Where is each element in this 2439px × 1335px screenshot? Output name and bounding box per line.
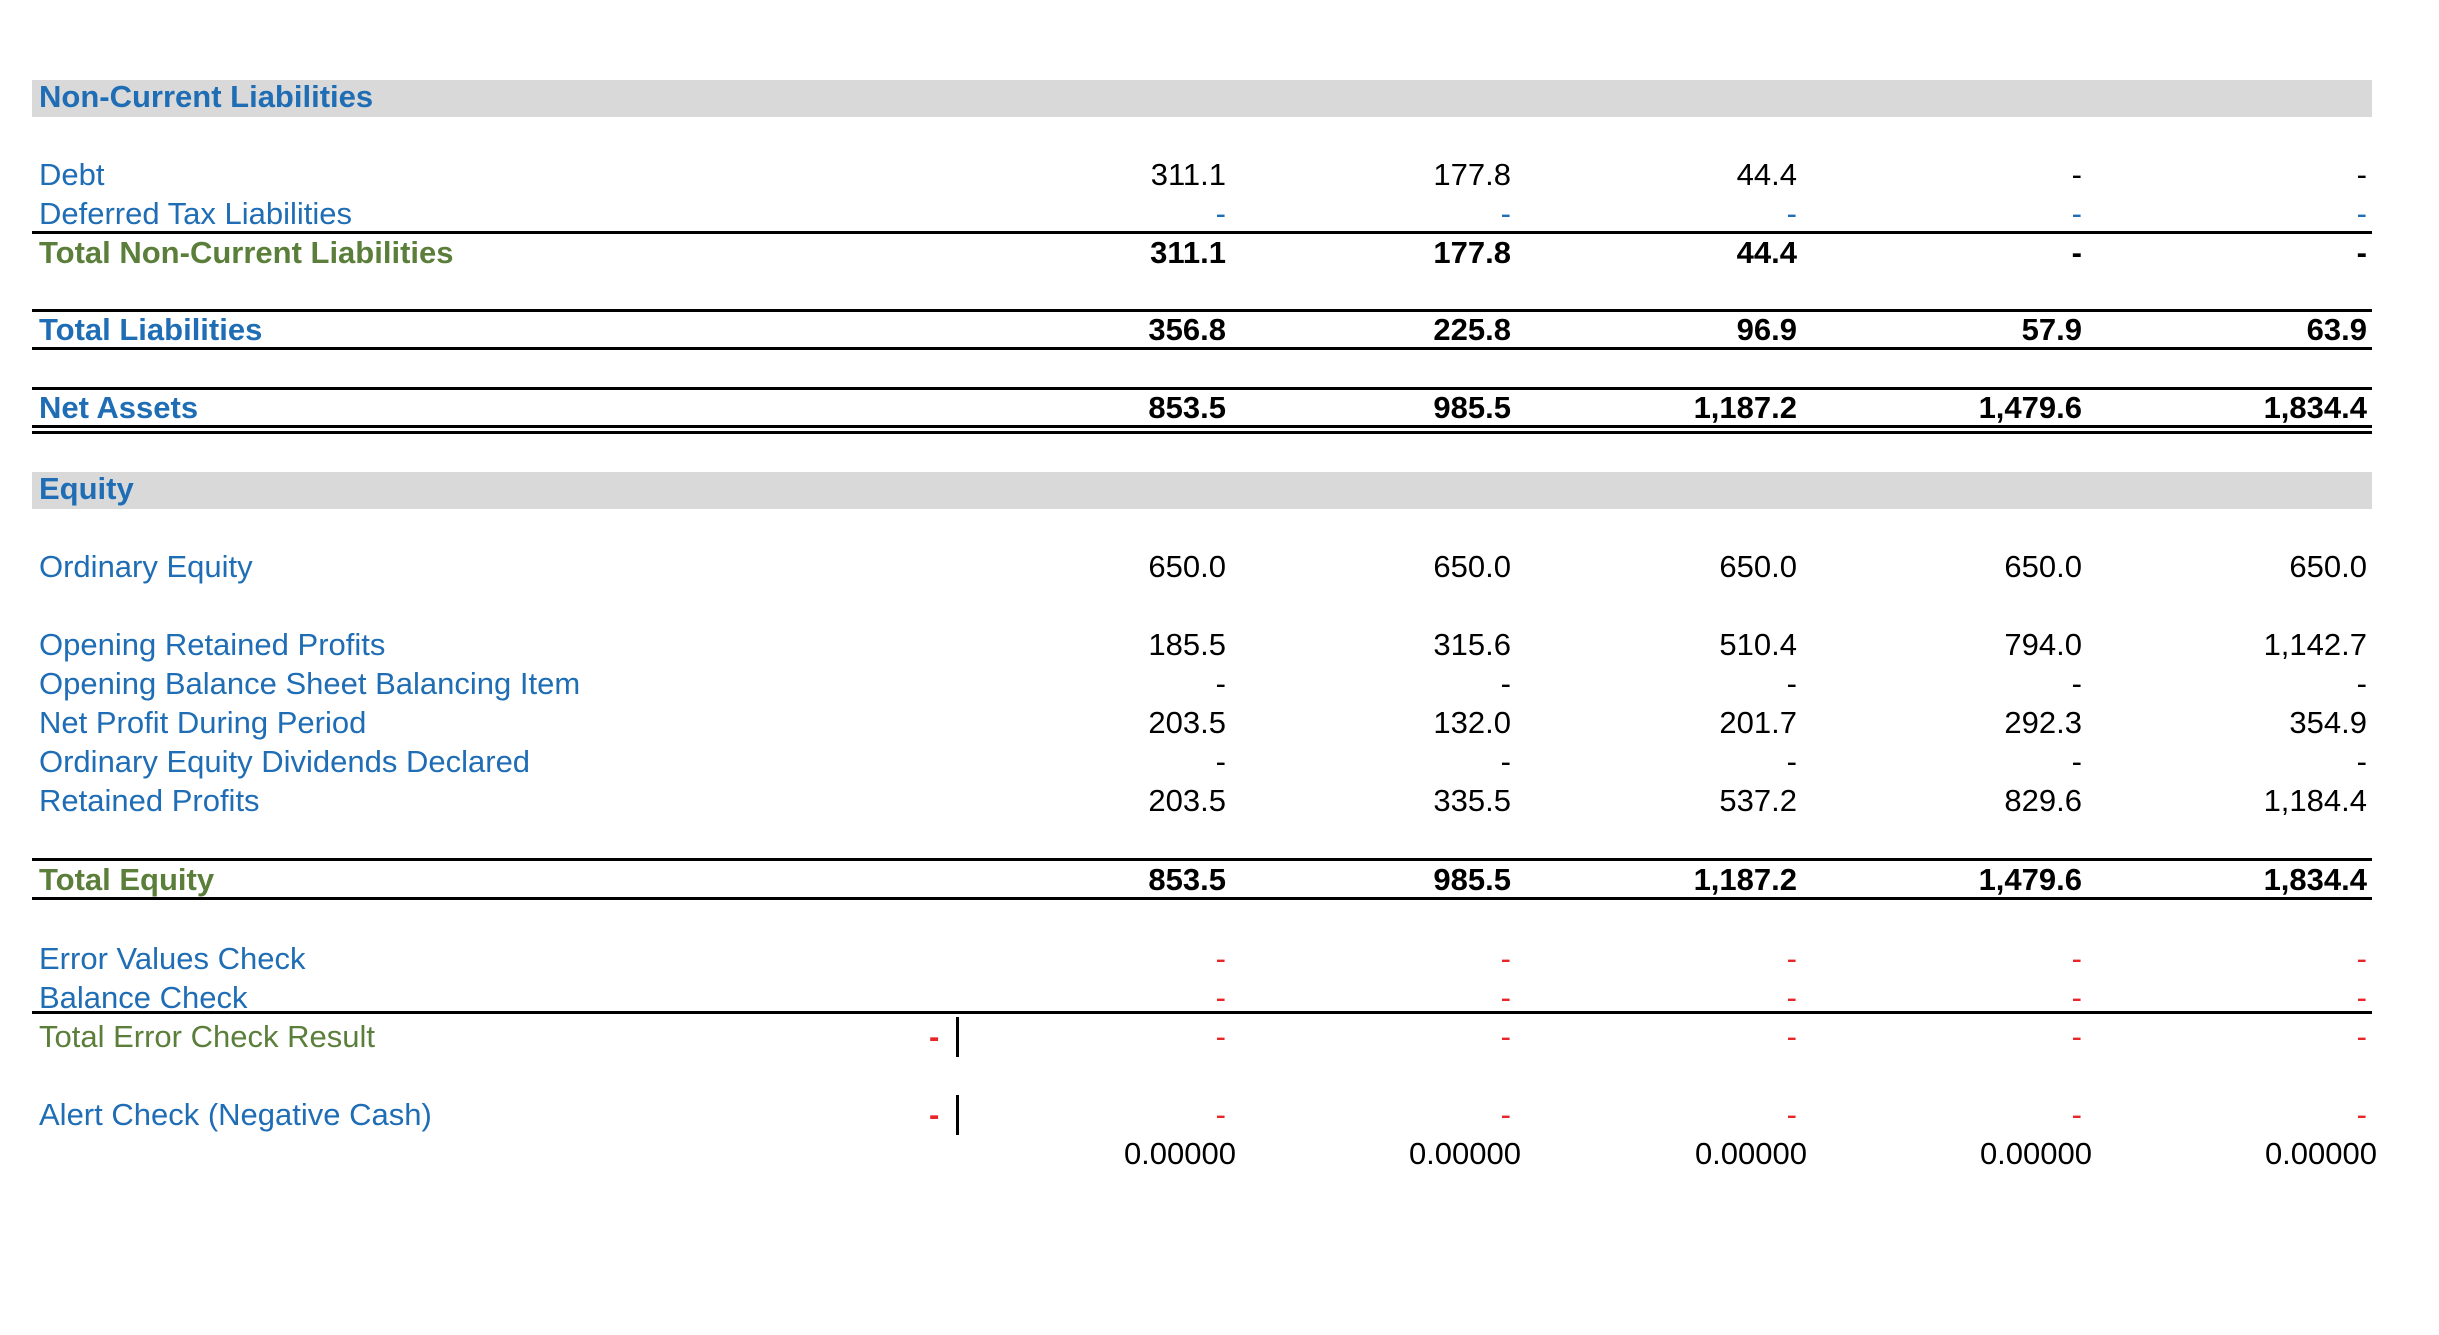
value-cell-col-1: - [1215,196,1226,231]
value-cell-col-1: 185.5 [1148,627,1226,662]
value-cell-col-5: - [2356,196,2367,231]
value-cell-col-4: 829.6 [2004,783,2082,818]
row-label: Total Liabilities [39,312,263,347]
value-cell-col-1: 203.5 [1148,783,1226,818]
row-deferred-tax-liabilities [0,195,2439,233]
value-cell-col-2: - [1500,196,1511,231]
value-cell-col-4: 794.0 [2004,627,2082,662]
row-label: Total Non-Current Liabilities [39,235,454,270]
value-cell-col-4: 650.0 [2004,549,2082,584]
value-cell-col-2: 177.8 [1433,235,1511,270]
row-net-assets [0,389,2439,427]
value-cell-col-2: 985.5 [1433,390,1511,425]
value-cell-col-2: 225.8 [1433,312,1511,347]
value-cell-col-1: - [1215,941,1226,976]
row-balance-check [0,979,2439,1017]
value-cell-col-4: - [2071,1097,2082,1132]
value-cell-col-2: - [1500,1097,1511,1132]
value-cell-col-1: - [1215,1019,1226,1054]
value-cell-col-5: - [2356,941,2367,976]
summary-cell-border [956,1017,959,1057]
value-cell-col-4: - [2071,1019,2082,1054]
value-cell-col-5: - [2356,1097,2367,1132]
value-cell-col-1: - [1215,744,1226,779]
value-cell-col-3: 537.2 [1719,783,1797,818]
value-cell-col-1: 0.00000 [1123,1136,1236,1171]
section-title: Non-Current Liabilities [39,79,374,114]
row-check-totals [0,1135,2439,1173]
value-cell-col-1: 356.8 [1148,312,1226,347]
row-label: Debt [39,157,105,192]
value-cell-col-4: - [2071,666,2082,701]
value-cell-col-4: - [2071,196,2082,231]
value-cell-col-2: - [1500,1019,1511,1054]
row-total-equity [0,861,2439,899]
value-cell-col-1: 311.1 [1150,235,1226,270]
value-cell-col-1: 311.1 [1150,157,1226,192]
value-cell-col-3: - [1786,666,1797,701]
value-cell-col-3: 650.0 [1719,549,1797,584]
value-cell-col-2: - [1500,666,1511,701]
row-label: Ordinary Equity [39,549,253,584]
value-cell-col-4: - [2071,235,2082,270]
row-label: Deferred Tax Liabilities [39,196,353,231]
value-cell-col-2: 177.8 [1433,157,1511,192]
value-cell-col-5: 1,184.4 [2263,783,2367,818]
section-title: Equity [39,471,134,506]
row-retained-profits [0,782,2439,820]
value-cell-col-5: 1,834.4 [2263,862,2367,897]
value-cell-col-3: - [1786,941,1797,976]
value-cell-col-1: 203.5 [1148,705,1226,740]
row-ordinary-equity-dividends-declared [0,743,2439,781]
row-label: Net Assets [39,390,199,425]
row-opening-balance-sheet-balancing-item [0,665,2439,703]
value-cell-col-4: - [2071,157,2082,192]
row-debt [0,156,2439,194]
value-cell-col-2: 650.0 [1433,549,1511,584]
value-cell-col-1: - [1215,1097,1226,1132]
value-cell-col-5: - [2356,157,2367,192]
row-total-liabilities [0,311,2439,349]
value-cell-col-5: 1,142.7 [2263,627,2367,662]
value-cell-col-5: 354.9 [2289,705,2367,740]
value-cell-col-1: 650.0 [1148,549,1226,584]
value-cell-col-4: 292.3 [2004,705,2082,740]
value-cell-col-5: - [2356,980,2367,1015]
section-header-non-current-liabilities [0,78,2439,116]
rule-below-net-assets-2 [32,431,2372,434]
value-cell-col-3: - [1786,196,1797,231]
value-cell-col-4: 57.9 [2021,312,2082,347]
value-cell-col-5: 0.00000 [2264,1136,2377,1171]
value-cell-col-2: - [1500,941,1511,976]
value-cell-col-2: - [1500,980,1511,1015]
row-label: Ordinary Equity Dividends Declared [39,744,531,779]
value-cell-col-3: 0.00000 [1694,1136,1807,1171]
value-cell-col-4: - [2071,744,2082,779]
value-cell-col-1: - [1215,980,1226,1015]
value-cell-col-4: 0.00000 [1979,1136,2092,1171]
row-total-error-check-result [0,1018,2439,1056]
value-cell-col-4: - [2071,980,2082,1015]
value-cell-col-5: - [2356,1019,2367,1054]
value-cell-col-3: 510.4 [1719,627,1797,662]
value-cell-col-5: - [2356,235,2367,270]
row-label: Error Values Check [39,941,306,976]
value-cell-col-2: 335.5 [1433,783,1511,818]
value-cell-col-1: 853.5 [1148,862,1226,897]
row-error-values-check [0,940,2439,978]
row-label: Opening Retained Profits [39,627,386,662]
value-cell-col-3: 96.9 [1736,312,1797,347]
section-header-equity [0,470,2439,508]
row-label: Retained Profits [39,783,260,818]
value-cell-col-2: 985.5 [1433,862,1511,897]
value-cell-col-5: - [2356,744,2367,779]
value-cell-col-5: - [2356,666,2367,701]
value-cell-col-5: 1,834.4 [2263,390,2367,425]
value-cell-col-5: 63.9 [2306,312,2367,347]
value-cell-col-2: - [1500,744,1511,779]
value-cell-col-3: - [1786,980,1797,1015]
row-opening-retained-profits [0,626,2439,664]
value-cell-col-3: 1,187.2 [1693,862,1797,897]
value-cell-col-3: - [1786,1019,1797,1054]
row-label: Net Profit During Period [39,705,367,740]
summary-value: - [929,1019,940,1054]
value-cell-col-3: 1,187.2 [1693,390,1797,425]
summary-value: - [929,1097,940,1132]
value-cell-col-3: 44.4 [1736,157,1797,192]
value-cell-col-3: 44.4 [1736,235,1797,270]
value-cell-col-5: 650.0 [2289,549,2367,584]
value-cell-col-4: 1,479.6 [1978,862,2082,897]
row-label: Opening Balance Sheet Balancing Item [39,666,581,701]
row-label: Total Error Check Result [39,1019,375,1054]
value-cell-col-2: 0.00000 [1408,1136,1521,1171]
row-total-non-current-liabilities [0,234,2439,272]
value-cell-col-2: 132.0 [1433,705,1511,740]
value-cell-col-1: 853.5 [1148,390,1226,425]
value-cell-col-1: - [1215,666,1226,701]
value-cell-col-3: - [1786,744,1797,779]
row-label: Total Equity [39,862,215,897]
row-label: Alert Check (Negative Cash) [39,1097,432,1132]
value-cell-col-4: - [2071,941,2082,976]
row-net-profit-during-period [0,704,2439,742]
row-label: Balance Check [39,980,248,1015]
value-cell-col-2: 315.6 [1433,627,1511,662]
value-cell-col-4: 1,479.6 [1978,390,2082,425]
summary-cell-border [956,1095,959,1135]
row-alert-check-negative-cash [0,1096,2439,1134]
value-cell-col-3: - [1786,1097,1797,1132]
row-ordinary-equity [0,548,2439,586]
value-cell-col-3: 201.7 [1719,705,1797,740]
